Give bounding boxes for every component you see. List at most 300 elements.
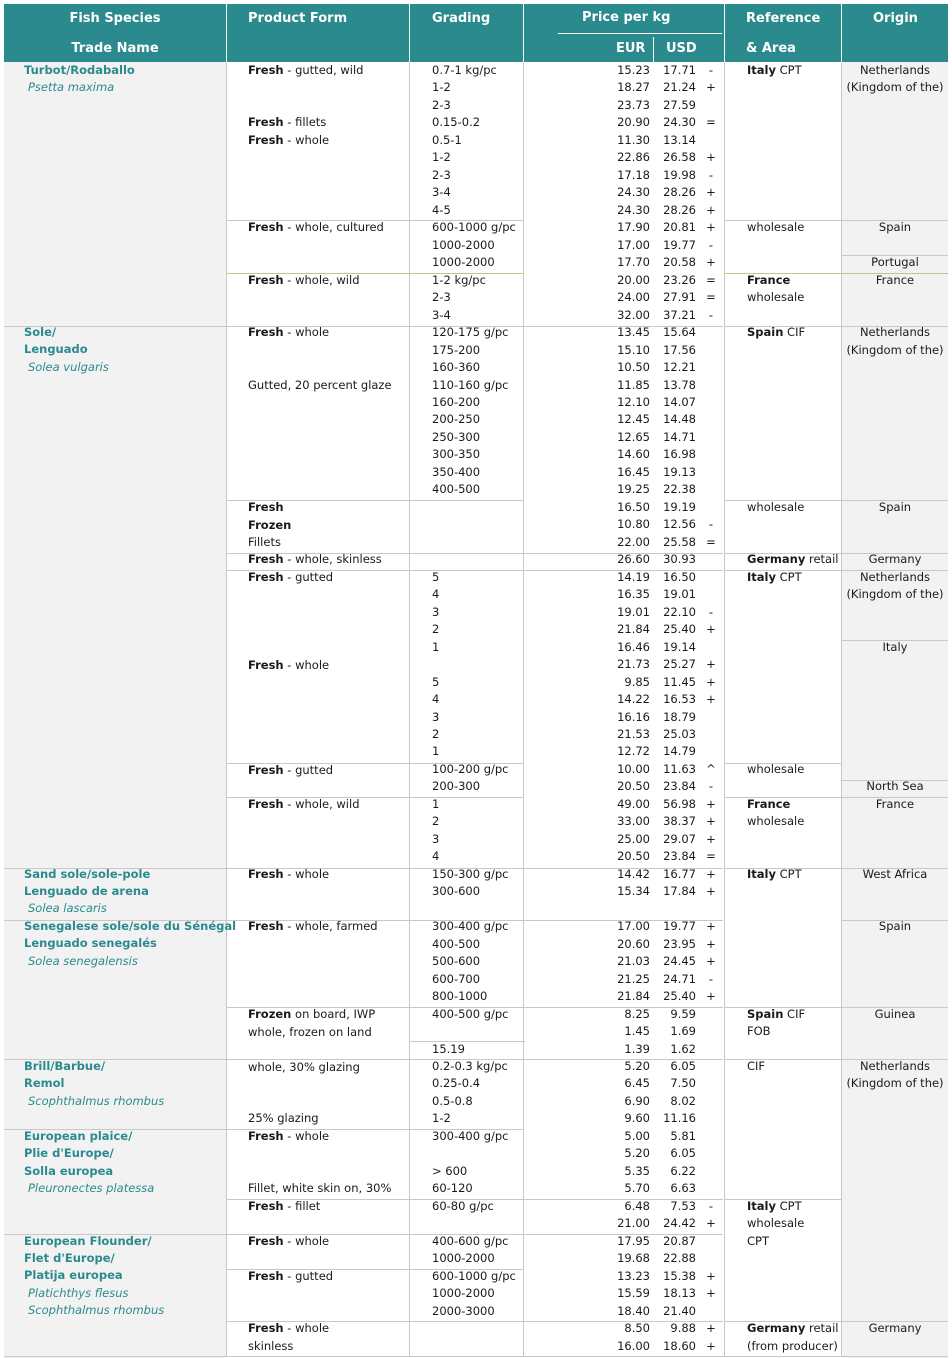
product-form-detail: Gutted, 20 percent glaze [248, 378, 392, 392]
product-form [248, 378, 392, 393]
grading-cell: 600-700 [432, 972, 481, 986]
column-divider [226, 62, 227, 1356]
grading-cell: 2 [432, 814, 440, 828]
product-form-state: Fresh [248, 1234, 284, 1248]
species-name: Solea senegalensis [28, 954, 138, 968]
price-usd: 7.50 [670, 1076, 696, 1090]
trend-indicator: - [708, 238, 714, 252]
product-form [248, 1181, 391, 1196]
table-header [4, 4, 948, 62]
product-form-detail: - whole, wild [283, 797, 360, 811]
reference-area [747, 1007, 805, 1022]
origin-cell: Netherlands [859, 63, 931, 77]
grading-cell: 300-350 [432, 447, 481, 461]
grading-cell: 4 [432, 587, 440, 601]
product-form-detail: - gutted [283, 763, 334, 777]
price-usd: 1.69 [670, 1024, 696, 1038]
grading-cell: 4-5 [432, 203, 451, 217]
origin-cell: Netherlands [859, 1059, 931, 1073]
price-eur: 16.16 [617, 710, 650, 724]
reference-terms: CIF [783, 1007, 806, 1021]
grading-cell: 110-160 g/pc [432, 378, 509, 392]
price-eur: 33.00 [617, 814, 650, 828]
price-usd: 20.81 [663, 220, 696, 234]
header-grading: Grading [432, 11, 491, 26]
price-usd: 28.26 [663, 185, 696, 199]
trend-indicator: + [706, 1269, 716, 1283]
grading-cell: 300-400 g/pc [432, 919, 509, 933]
price-eur: 21.03 [617, 954, 650, 968]
grading-cell: 2 [432, 727, 440, 741]
grading-cell: 2 [432, 622, 440, 636]
grading-cell: 0.25-0.4 [432, 1076, 481, 1090]
price-usd: 6.05 [670, 1059, 696, 1073]
trend-indicator: + [706, 622, 716, 636]
price-eur: 8.25 [624, 1007, 650, 1021]
trend-indicator: + [706, 675, 716, 689]
origin-cell: (Kingdom of the) [846, 80, 944, 94]
price-eur: 16.50 [617, 500, 650, 514]
reference-country: Italy [747, 867, 776, 881]
product-form-state: Fresh [248, 658, 284, 672]
reference-area [747, 290, 804, 305]
price-usd: 25.40 [663, 989, 696, 1003]
price-eur: 17.00 [617, 238, 650, 252]
reference-area [747, 570, 802, 585]
price-eur: 21.25 [617, 972, 650, 986]
reference-area [747, 1216, 804, 1231]
price-usd: 21.24 [663, 80, 696, 94]
species-name: Platichthys flesus [28, 1286, 129, 1300]
grading-cell: 1 [432, 797, 440, 811]
header-price-per-kg: Price per kg [582, 10, 671, 25]
species-name: Solla europea [24, 1164, 114, 1178]
reference-area [747, 1199, 802, 1214]
price-eur: 17.90 [617, 220, 650, 234]
price-usd: 16.98 [663, 447, 696, 461]
price-usd: 25.40 [663, 622, 696, 636]
header-origin: Origin [873, 11, 918, 26]
price-eur: 9.60 [624, 1111, 650, 1125]
reference-area [747, 1339, 838, 1354]
reference-terms: wholesale [747, 1216, 805, 1230]
trend-indicator: + [706, 832, 716, 846]
species-name: Remol [24, 1076, 65, 1090]
product-form-state: Fresh [248, 797, 284, 811]
product-form [248, 535, 281, 550]
trend-indicator: + [706, 692, 716, 706]
price-eur: 32.00 [617, 308, 650, 322]
reference-area [747, 1321, 839, 1336]
origin-cell: Spain [878, 919, 912, 933]
price-usd: 9.88 [670, 1321, 696, 1335]
product-form-state: Fresh [248, 500, 284, 514]
product-form-state: Fresh [248, 552, 284, 566]
reference-terms: CIF [747, 1059, 766, 1073]
price-eur: 15.10 [617, 343, 650, 357]
reference-country: Germany [747, 1321, 806, 1335]
reference-terms: (from producer) [747, 1339, 838, 1353]
product-form-state: Fresh [248, 919, 284, 933]
reference-country: Spain [747, 1007, 784, 1021]
price-eur: 17.95 [617, 1234, 650, 1248]
price-eur: 20.00 [617, 273, 650, 287]
trend-indicator: - [708, 517, 714, 531]
price-eur: 13.23 [617, 1269, 650, 1283]
price-usd: 25.03 [663, 727, 696, 741]
reference-area [747, 500, 804, 515]
reference-terms: CPT [775, 867, 802, 881]
reference-area [747, 867, 802, 882]
grading-cell: 60-80 g/pc [432, 1199, 494, 1213]
product-form [248, 1339, 293, 1354]
price-usd: 19.19 [663, 500, 696, 514]
header-divider [724, 4, 725, 62]
trend-indicator: - [708, 1199, 714, 1213]
product-form-state: Fresh [248, 63, 284, 77]
price-eur: 12.10 [617, 395, 650, 409]
reference-country: France [747, 797, 791, 811]
grading-cell: 175-200 [432, 343, 481, 357]
price-usd: 14.48 [663, 412, 696, 426]
price-usd: 25.27 [663, 657, 696, 671]
grading-cell: 3 [432, 832, 440, 846]
price-eur: 20.50 [617, 849, 650, 863]
price-usd: 16.77 [663, 867, 696, 881]
product-form [248, 1060, 360, 1075]
reference-terms: FOB [747, 1024, 771, 1038]
trend-indicator: + [706, 797, 716, 811]
grading-cell: 160-360 [432, 360, 481, 374]
price-eur: 49.00 [617, 797, 650, 811]
grading-cell: 0.7-1 kg/pc [432, 63, 497, 77]
product-form-state: Fresh [248, 867, 284, 881]
header-divider [653, 37, 654, 62]
price-usd: 19.98 [663, 168, 696, 182]
product-form-detail: Fillet, white skin on, 30% [248, 1181, 392, 1195]
product-form-detail: - whole [283, 658, 330, 672]
reference-area [747, 552, 839, 567]
trend-indicator: - [708, 168, 714, 182]
reference-area [747, 63, 802, 78]
product-form-detail: - whole [283, 867, 330, 881]
price-eur: 20.50 [617, 779, 650, 793]
product-form-detail: - whole [283, 1321, 330, 1335]
species-name: European Flounder/ [24, 1234, 152, 1248]
price-eur: 12.45 [617, 412, 650, 426]
origin-cell: Spain [878, 500, 912, 514]
origin-cell: (Kingdom of the) [846, 343, 944, 357]
reference-terms: wholesale [747, 290, 805, 304]
header-divider [523, 4, 524, 62]
price-eur: 20.60 [617, 937, 650, 951]
grading-cell: 500-600 [432, 954, 481, 968]
reference-area [747, 797, 790, 812]
price-eur: 24.30 [617, 203, 650, 217]
row-divider [4, 1356, 948, 1357]
reference-terms: wholesale [747, 814, 805, 828]
grading-cell: 2-3 [432, 98, 451, 112]
product-form-detail: - fillet [283, 1199, 321, 1213]
price-eur: 19.68 [617, 1251, 650, 1265]
reference-terms: wholesale [747, 762, 805, 776]
grading-cell: 0.15-0.2 [432, 115, 481, 129]
grading-cell: 400-500 [432, 937, 481, 951]
product-form-state: Fresh [248, 1321, 284, 1335]
price-usd: 25.58 [663, 535, 696, 549]
price-usd: 22.10 [663, 605, 696, 619]
price-usd: 20.87 [663, 1234, 696, 1248]
price-eur: 21.73 [617, 657, 650, 671]
product-form-detail: - gutted, wild [283, 63, 364, 77]
grading-cell: 1000-2000 [432, 1251, 495, 1265]
price-eur: 16.46 [617, 640, 650, 654]
price-usd: 11.16 [663, 1111, 696, 1125]
grading-cell: 15.19 [432, 1042, 465, 1056]
header-eur: EUR [616, 41, 646, 56]
grading-cell: 100-200 g/pc [432, 762, 509, 776]
price-eur: 21.53 [617, 727, 650, 741]
product-form-detail: skinless [248, 1339, 294, 1353]
product-form [248, 763, 333, 778]
product-form-state: Fresh [248, 570, 284, 584]
price-usd: 14.79 [663, 744, 696, 758]
price-eur: 17.70 [617, 255, 650, 269]
grading-cell: 1000-2000 [432, 238, 495, 252]
price-usd: 19.77 [663, 238, 696, 252]
product-form [248, 658, 329, 673]
price-eur: 19.01 [617, 605, 650, 619]
grading-cell: 0.2-0.3 kg/pc [432, 1059, 508, 1073]
grading-cell: 300-400 g/pc [432, 1129, 509, 1143]
reference-area [747, 814, 804, 829]
grading-cell: 1000-2000 [432, 255, 495, 269]
trend-indicator: + [706, 203, 716, 217]
grading-cell: 60-120 [432, 1181, 473, 1195]
price-eur: 13.45 [617, 325, 650, 339]
price-eur: 24.30 [617, 185, 650, 199]
column-divider [523, 62, 524, 1356]
trend-indicator: + [706, 80, 716, 94]
header-reference: Reference [746, 11, 821, 26]
price-eur: 22.00 [617, 535, 650, 549]
price-eur: 10.00 [617, 762, 650, 776]
price-usd: 22.88 [663, 1251, 696, 1265]
reference-area [747, 1059, 765, 1074]
grading-cell: 300-600 [432, 884, 481, 898]
price-usd: 7.53 [670, 1199, 696, 1213]
species-name: Solea lascaris [28, 901, 107, 915]
price-usd: 27.59 [663, 98, 696, 112]
grading-cell: > 600 [432, 1164, 468, 1178]
product-form [248, 220, 384, 235]
price-usd: 38.37 [663, 814, 696, 828]
reference-terms: wholesale [747, 220, 805, 234]
product-form-detail: - whole [283, 325, 330, 339]
grading-cell: 4 [432, 692, 440, 706]
product-form-detail: - whole, cultured [283, 220, 384, 234]
trend-indicator: - [708, 308, 714, 322]
product-form [248, 1111, 319, 1126]
price-eur: 6.45 [624, 1076, 650, 1090]
column-divider [409, 62, 410, 1356]
species-name: Lenguado senegalés [24, 936, 157, 950]
origin-cell: West Africa [862, 867, 928, 881]
product-form [248, 1007, 375, 1022]
price-usd: 17.56 [663, 343, 696, 357]
trend-indicator: + [706, 657, 716, 671]
price-usd: 37.21 [663, 308, 696, 322]
price-usd: 6.22 [670, 1164, 696, 1178]
trend-indicator: + [706, 1216, 716, 1230]
origin-cell: Germany [868, 552, 922, 566]
product-form-state: Fresh [248, 1199, 284, 1213]
grading-cell: 3-4 [432, 308, 451, 322]
product-form [248, 133, 329, 148]
header-area: & Area [746, 41, 796, 56]
trend-indicator: = [706, 273, 716, 287]
price-usd: 24.30 [663, 115, 696, 129]
price-eur: 14.19 [617, 570, 650, 584]
price-eur: 12.65 [617, 430, 650, 444]
price-eur: 6.90 [624, 1094, 650, 1108]
product-form [248, 1234, 329, 1249]
origin-cell: Spain [878, 220, 912, 234]
species-name: Sand sole/sole-pole [24, 867, 151, 881]
origin-cell: North Sea [866, 779, 924, 793]
species-name: Turbot/Rodaballo [24, 63, 135, 77]
origin-cell: (Kingdom of the) [846, 1076, 944, 1090]
reference-area [747, 220, 804, 235]
grading-cell: 1-2 [432, 1111, 451, 1125]
origin-cell: France [875, 273, 915, 287]
price-eur: 25.00 [617, 832, 650, 846]
species-name: Scophthalmus rhombus [28, 1094, 165, 1108]
grading-cell: 3 [432, 605, 440, 619]
reference-terms: wholesale [747, 500, 805, 514]
price-eur: 17.18 [617, 168, 650, 182]
reference-area [747, 762, 804, 777]
grading-cell: 1 [432, 744, 440, 758]
species-name: Plie d'Europe/ [24, 1146, 114, 1160]
grading-cell: 0.5-1 [432, 133, 462, 147]
species-name: Psetta maxima [28, 80, 115, 94]
price-usd: 19.77 [663, 919, 696, 933]
price-usd: 22.38 [663, 482, 696, 496]
header-divider [409, 4, 410, 62]
product-form-detail: - whole [283, 1234, 330, 1248]
grading-cell: 120-175 g/pc [432, 325, 509, 339]
price-eur: 15.59 [617, 1286, 650, 1300]
price-usd: 24.71 [663, 972, 696, 986]
price-eur: 1.45 [624, 1024, 650, 1038]
species-name: Lenguado [24, 342, 88, 356]
origin-cell: Portugal [871, 255, 919, 269]
price-usd: 6.63 [670, 1181, 696, 1195]
price-eur: 22.86 [617, 150, 650, 164]
product-form-detail: - whole, skinless [283, 552, 382, 566]
price-eur: 26.60 [617, 552, 650, 566]
price-usd: 12.56 [663, 517, 696, 531]
price-eur: 11.85 [617, 378, 650, 392]
price-usd: 18.13 [663, 1286, 696, 1300]
product-form [248, 1321, 329, 1336]
grading-cell: 200-300 [432, 779, 481, 793]
price-eur: 5.00 [624, 1129, 650, 1143]
price-usd: 28.26 [663, 203, 696, 217]
product-form-detail: - whole, farmed [283, 919, 378, 933]
price-usd: 15.64 [663, 325, 696, 339]
grading-cell: 1-2 [432, 150, 451, 164]
trend-indicator: - [708, 63, 714, 77]
reference-terms: CPT [775, 63, 802, 77]
trend-indicator: + [706, 1286, 716, 1300]
product-form-state: Fresh [248, 133, 284, 147]
price-eur: 15.23 [617, 63, 650, 77]
product-form-state: Fresh [248, 273, 284, 287]
trend-indicator: + [706, 255, 716, 269]
trend-indicator: + [706, 919, 716, 933]
price-eur: 17.00 [617, 919, 650, 933]
reference-area [747, 1234, 769, 1249]
price-usd: 23.95 [663, 937, 696, 951]
price-usd: 23.26 [663, 273, 696, 287]
grading-cell: 250-300 [432, 430, 481, 444]
grading-cell: 2000-3000 [432, 1304, 495, 1318]
price-usd: 13.14 [663, 133, 696, 147]
product-form-detail: - gutted [283, 1269, 334, 1283]
species-name: Pleuronectes platessa [28, 1181, 155, 1195]
price-eur: 20.90 [617, 115, 650, 129]
product-form-detail: Fillets [248, 535, 281, 549]
species-name: Platija europea [24, 1268, 123, 1282]
origin-cell: Guinea [874, 1007, 916, 1021]
product-form [248, 273, 360, 288]
product-form [248, 500, 284, 515]
price-eur: 15.34 [617, 884, 650, 898]
product-form [248, 797, 360, 812]
product-form [248, 325, 329, 340]
grading-cell: 160-200 [432, 395, 481, 409]
product-form-state: Fresh [248, 115, 284, 129]
price-eur: 18.27 [617, 80, 650, 94]
price-eur: 6.48 [624, 1199, 650, 1213]
trend-indicator: ^ [706, 762, 716, 776]
product-form [248, 552, 382, 567]
price-eur: 11.30 [617, 133, 650, 147]
product-form-state: Fresh [248, 763, 284, 777]
price-usd: 17.71 [663, 63, 696, 77]
product-form-detail: whole, frozen on land [248, 1025, 372, 1039]
header-fish-species: Fish Species [69, 11, 161, 26]
price-usd: 30.93 [663, 552, 696, 566]
trend-indicator: - [708, 972, 714, 986]
grading-cell: 400-600 g/pc [432, 1234, 509, 1248]
reference-country: Italy [747, 1199, 776, 1213]
species-name: Senegalese sole/sole du Sénégal [24, 919, 237, 933]
price-eur: 8.50 [624, 1321, 650, 1335]
product-form [248, 867, 329, 882]
product-form [248, 518, 291, 533]
trend-indicator: + [706, 220, 716, 234]
price-usd: 16.50 [663, 570, 696, 584]
trend-indicator: - [708, 779, 714, 793]
price-eur: 1.39 [624, 1042, 650, 1056]
price-usd: 19.13 [663, 465, 696, 479]
grading-cell: 1000-2000 [432, 1286, 495, 1300]
price-usd: 11.63 [663, 762, 696, 776]
grading-cell: 1 [432, 640, 440, 654]
